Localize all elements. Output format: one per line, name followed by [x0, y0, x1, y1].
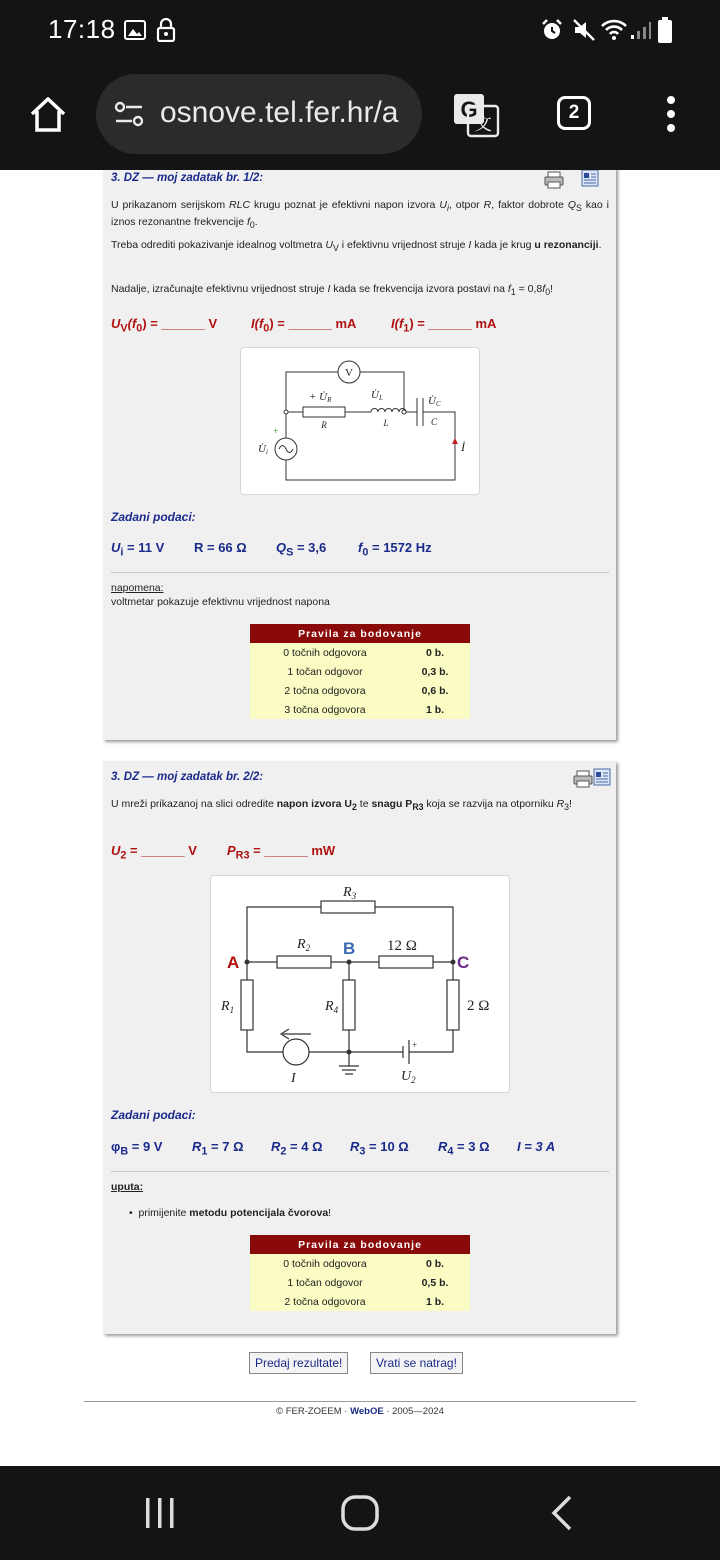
r4-label: $R_4$ — [325, 999, 339, 1015]
source-plus-label: + — [273, 426, 279, 436]
table-row: 1 točan odgovor 0,5 b. — [250, 1273, 470, 1292]
url-text: osnove.tel.fer.hr/a — [160, 96, 399, 129]
ui-label: U̇i — [258, 443, 268, 456]
page-content — [0, 170, 720, 1466]
question-pr3[interactable]: $P_{R3}$ = ______ mW — [227, 843, 336, 862]
node-a-label: A — [227, 953, 240, 972]
hint-bullet: • primijenite metodu potencijala čvorova! — [129, 1207, 332, 1219]
network-circuit-figure — [210, 875, 510, 1093]
system-navigation-bar — [0, 1466, 720, 1560]
task-1-paragraph-1: U prikazanom serijskom RLC krugu poznat je efektivni napon izvora $U_i$, otpor R, faktor dobrote $Q_S$ kao i iznos rezonantne frekvencije $f_0$. — [111, 199, 610, 231]
scoring-header: Pravila za bodovanje — [250, 1235, 470, 1254]
r-12-ohm-label: 12 Ω — [387, 938, 417, 954]
svg-text:文: 文 — [474, 114, 492, 135]
r3-label: $R_3$ — [343, 885, 357, 901]
alarm-icon — [540, 18, 564, 42]
task-1-paragraph-2: Treba odrediti pokazivanje idealnog voltmetra $U_V$ i efektivnu vrijednost struje I kada je krug u rezonanciji. — [111, 239, 602, 254]
table-row: 2 točna odgovora 1 b. — [250, 1292, 470, 1311]
ur-label: + U̇R — [309, 391, 332, 404]
status-time: 17:18 — [48, 14, 116, 44]
mute-icon — [572, 18, 596, 42]
battery-icon — [658, 17, 672, 43]
current-label: İ — [461, 440, 465, 454]
scoring-table-1 — [250, 624, 470, 719]
ul-label: U̇L — [371, 389, 383, 402]
tab-count: 2 — [568, 102, 580, 123]
rlc-circuit-figure — [240, 347, 480, 495]
print-icon[interactable] — [544, 171, 564, 189]
table-row: 0 točnih odgovora 0 b. — [250, 1254, 470, 1273]
gallery-icon — [124, 20, 146, 40]
question-i-f0[interactable]: $I(f_0)$ = ______ mA — [251, 316, 357, 335]
rlc-circuit-diagram — [241, 348, 479, 494]
question-u2[interactable]: $U_2$ = ______ V — [111, 843, 197, 862]
note-text: voltmetar pokazuje efektivnu vrijednost napona — [111, 596, 330, 608]
question-i-f1[interactable]: $I(f_1)$ = ______ mA — [391, 316, 497, 335]
task-2-given-title: Zadani podaci: — [111, 1108, 196, 1122]
table-row: 2 točna odgovora 0,6 b. — [250, 681, 470, 700]
svg-text:G: G — [460, 97, 478, 122]
lock-icon — [156, 18, 176, 42]
task-card-2: 3. DZ — moj zadatak br. 2/2: U mreži prikazanoj na slici odredite napon izvora $U_2$ te snagu $P_{R3}$ koja se razvija na otporniku $R_3$! $U_2$ = ______ V $P_{R3}$ = ______ mW $R_3$ $R_2$ B 12 Ω A C $R_1$ $R_4$ 2 Ω I $U_2$ + Zadani podaci: $\varphi_B = 9$ V $R_1 = 7$ Ω $R_2 = 4$ Ω $R_3 = 10$ Ω $R_4 = 3$ Ω I = 3 A uputa: • primijenite metodu potencijala čvorova! Pravila za bodovanje 0 točnih odgovora 0 b. 1 točan odgovor 0,5 b. 2 točna odgovora 1 b. — [103, 761, 616, 1334]
node-c-label: C — [457, 953, 470, 972]
go-back-button[interactable]: Vrati se natrag! — [370, 1352, 463, 1374]
r-2-ohm-label: 2 Ω — [467, 998, 490, 1014]
url-bar[interactable] — [96, 74, 422, 154]
r2-label: $R_2$ — [297, 937, 311, 953]
voltmeter-label: V — [345, 367, 353, 379]
footer-divider — [84, 1401, 636, 1402]
task-1-title: 3. DZ — moj zadatak br. 1/2: — [111, 172, 264, 184]
c-label: C — [431, 417, 438, 427]
divider — [111, 1171, 609, 1172]
more-menu-icon[interactable] — [664, 94, 678, 134]
back-icon[interactable] — [548, 1494, 576, 1532]
u2-label: $U_2$ — [401, 1069, 416, 1085]
scoring-header: Pravila za bodovanje — [250, 624, 470, 643]
node-b-label: B — [343, 939, 356, 958]
site-settings-icon[interactable] — [114, 100, 144, 128]
divider — [111, 572, 609, 573]
task-2-title: 3. DZ — moj zadatak br. 2/2: — [111, 771, 264, 783]
table-row: 0 točnih odgovora 0 b. — [250, 643, 470, 662]
submit-results-button[interactable]: Predaj rezultate! — [249, 1352, 348, 1374]
recent-apps-icon[interactable] — [143, 1496, 177, 1530]
translate-icon[interactable] — [452, 92, 500, 138]
uc-label: U̇C — [428, 395, 441, 408]
question-uv[interactable]: $U_V(f_0)$ = ______ V — [111, 316, 218, 335]
task-1-paragraph-3: Nadalje, izračunajte efektivnu vrijednost struje I kada se frekvencija izvora postavi na $f_1 = 0,8f_0$! — [111, 283, 553, 298]
task-2-paragraph: U mreži prikazanoj na slici odredite napon izvora $U_2$ te snagu $P_{R3}$ koja se razvija na otporniku $R_3$! — [111, 798, 572, 813]
task-1-given-title: Zadani podaci: — [111, 510, 196, 524]
battery-plus-label: + — [412, 1040, 418, 1050]
note-title: napomena: — [111, 582, 164, 594]
document-icon[interactable] — [581, 170, 599, 187]
home-icon[interactable] — [28, 94, 68, 134]
hint-title: uputa: — [111, 1181, 144, 1193]
wifi-icon — [600, 18, 628, 42]
status-bar — [0, 0, 720, 62]
document-icon[interactable] — [593, 768, 611, 786]
tab-switcher-button[interactable] — [557, 96, 591, 130]
footer: © FER-ZOEEM · WebOE · 2005—2024 — [276, 1406, 444, 1417]
task-card-1: 3. DZ — moj zadatak br. 1/2: U prikazanom serijskom RLC krugu poznat je efektivni napon izvora $U_i$, otpor R, faktor dobrote $Q_S$ kao i iznos rezonantne frekvencije $f_0$. Treba odrediti pokazivanje idealnog voltmetra $U_V$ i efektivnu vrijednost struje I kada je krug u rezonanciji. Nadalje, izračunajte efektivnu vrijednost struje I kada se frekvencija izvora postavi na $f_1 = 0,8f_0$! $U_V(f_0)$ = ______ V $I(f_0)$ = ______ mA $I(f_1)$ = ______ mA V + U̇R U̇L U̇C R L C U̇i + İ Zadani podaci: $U_i = 11$ V R = 66 Ω $Q_S = 3,6$ $f_0 = 1572$ Hz napomena: voltmetar pokazuje efektivnu vrijednost napona Pravila za bodovanje 0 točnih odgovora 0 b. 1 točan odgovor 0,3 b. 2 točna odgovora 0,6 b. 3 točna odgovora 1 b. — [103, 170, 616, 740]
home-button-icon[interactable] — [340, 1494, 380, 1532]
l-label: L — [383, 418, 389, 428]
table-row: 1 točan odgovor 0,3 b. — [250, 662, 470, 681]
scoring-table-2 — [250, 1235, 470, 1311]
r1-label: $R_1$ — [221, 999, 235, 1015]
signal-icon — [630, 20, 652, 40]
network-circuit-diagram — [211, 876, 509, 1092]
r-label: R — [321, 420, 327, 430]
table-row: 3 točna odgovora 1 b. — [250, 700, 470, 719]
print-icon[interactable] — [573, 770, 593, 788]
current-source-label: I — [291, 1071, 296, 1086]
browser-toolbar — [0, 62, 720, 170]
